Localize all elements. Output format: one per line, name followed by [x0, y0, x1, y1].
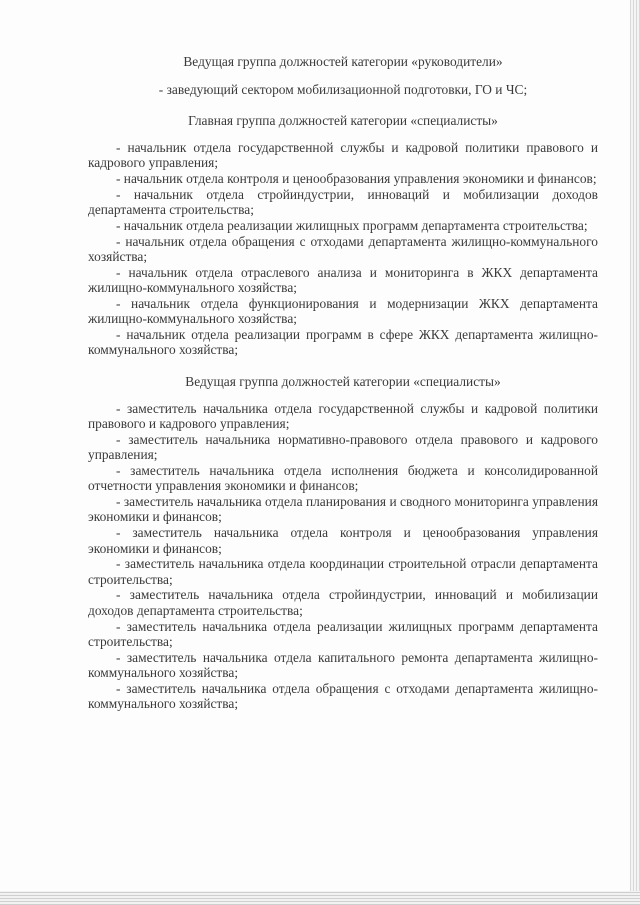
list-item: - начальник отдела функционирования и модернизации ЖКХ департамента жилищно-коммунального хозяйства; [88, 295, 598, 327]
list-item: - начальник отдела обращения с отходами департамента жилищно-коммунального хозяйства; [88, 233, 598, 264]
list-item: - начальник отдела отраслевого анализа и мониторинга в ЖКХ департамента жилищно-коммунального хозяйства; [88, 264, 598, 296]
list-item: - заместитель начальника отдела координации строительной отрасли департамента строительства; [88, 556, 598, 587]
list-item: - начальник отдела реализации программ в сфере ЖКХ департамента жилищно-коммунального хозяйства; [88, 326, 598, 358]
list-item: - заместитель начальника отдела обращения с отходами департамента жилищно-коммунального хозяйства; [88, 680, 598, 711]
list-item: - заместитель начальника отдела исполнения бюджета и консолидированной отчетности управления экономики и финансов; [88, 463, 598, 494]
list-item: - начальник отдела контроля и ценообразования управления экономики и финансов; [116, 170, 597, 186]
section-heading-chief-specialists: Главная группа должностей категории «специалисты» [188, 112, 498, 128]
list-item: - заведующий сектором мобилизационной подготовки, ГО и ЧС; [158, 82, 528, 98]
leading-specialists-list [88, 401, 598, 711]
list-item: - заместитель начальника отдела капитального ремонта департамента жилищно-коммунального хозяйства; [88, 649, 598, 680]
list-item: - заместитель начальника отдела планирования и сводного мониторинга управления экономики и финансов; [88, 494, 598, 525]
section-heading-leading-specialists: Ведущая группа должностей категории «специалисты» [185, 373, 501, 389]
document-body [88, 54, 598, 712]
list-item: - заместитель начальника отдела реализации жилищных программ департамента строительства; [88, 618, 598, 649]
list-item: - заместитель начальника отдела стройиндустрии, инноваций и мобилизации доходов департамента строительства; [88, 587, 598, 618]
list-item: - начальник отдела реализации жилищных программ департамента строительства; [116, 217, 588, 233]
list-item: - начальник отдела стройиндустрии, инноваций и мобилизации доходов департамента строительства; [88, 186, 598, 218]
scan-edge-bottom [0, 891, 640, 905]
list-item: - заместитель начальника отдела контроля и ценообразования управления экономики и финансов; [88, 525, 598, 556]
chief-specialists-list [88, 140, 598, 358]
list-item: - заместитель начальника отдела государственной службы и кадровой политики правового и кадрового управления; [88, 400, 598, 432]
list-item: - начальник отдела государственной службы и кадровой политики правового и кадрового управления; [88, 139, 598, 171]
list-item: - заместитель начальника нормативно-правового отдела правового и кадрового управления; [88, 431, 598, 463]
section-heading-leaders: Ведущая группа должностей категории «руководители» [183, 54, 503, 69]
scan-edge-right [630, 0, 640, 905]
